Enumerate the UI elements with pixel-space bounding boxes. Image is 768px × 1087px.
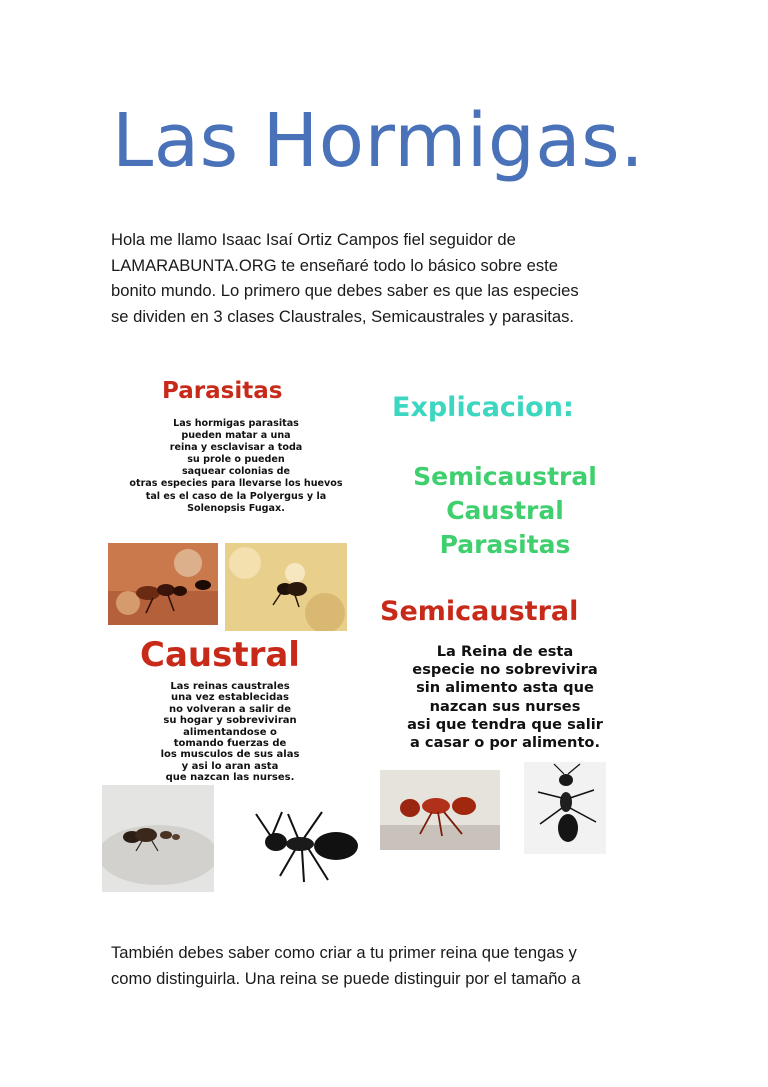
intro-line: LAMARABUNTA.ORG te enseñaré todo lo básico sobre este xyxy=(111,255,559,275)
ant-types-infographic xyxy=(100,370,640,900)
parasitas-line: saquear colonias de xyxy=(181,466,291,478)
semicaustral-line: nazcan sus nurses xyxy=(429,697,581,715)
closing-paragraph xyxy=(111,940,656,991)
explicacion-heading: Explicacion: xyxy=(392,392,574,423)
caustral-line: y asi lo aran asta xyxy=(181,760,279,772)
caustral-line: una vez establecidas xyxy=(171,692,289,704)
explicacion-list xyxy=(385,460,625,562)
ant-queen-sand-photo xyxy=(225,543,347,631)
page-title: Las Hormigas. xyxy=(112,98,645,184)
caustral-line: Las reinas caustrales xyxy=(170,681,290,692)
intro-paragraph xyxy=(111,227,656,329)
semicaustral-heading: Semicaustral xyxy=(380,596,579,627)
caustral-line: su hogar y sobreviviran xyxy=(163,715,297,727)
explicacion-item: Semicaustral xyxy=(413,462,597,491)
semicaustral-line: La Reina de esta xyxy=(436,643,574,660)
explicacion-item: Parasitas xyxy=(439,530,571,559)
caustral-description xyxy=(120,681,340,784)
semicaustral-line: especie no sobrevivira xyxy=(412,661,598,679)
ant-raid-photo xyxy=(108,543,218,625)
semicaustral-line: sin alimento asta que xyxy=(416,679,594,697)
closing-line: También debes saber como criar a tu primer reina que tengas y xyxy=(111,943,577,962)
semicaustral-description xyxy=(370,643,640,752)
ant-queen-workers-photo xyxy=(102,785,214,892)
semicaustral-line: a casar o por alimento. xyxy=(410,734,600,752)
parasitas-line: tal es el caso de la Polyergus y la xyxy=(145,490,327,502)
intro-line: se dividen en 3 clases Claustrales, Semicaustrales y parasitas. xyxy=(111,306,574,326)
caustral-line: no volveran a salir de xyxy=(168,703,291,715)
winged-ant-photo xyxy=(524,762,606,854)
caustral-heading: Caustral xyxy=(140,635,300,675)
intro-line: bonito mundo. Lo primero que debes saber es que las especies xyxy=(111,281,579,300)
explicacion-item: Caustral xyxy=(446,496,564,525)
parasitas-line: pueden matar a una xyxy=(181,430,291,442)
caustral-line: que nazcan las nurses. xyxy=(165,772,295,784)
caustral-line: tomando fuerzas de xyxy=(173,738,287,750)
black-ant-photo xyxy=(240,790,368,895)
closing-line: como distinguirla. Una reina se puede distinguir por el tamaño a xyxy=(111,968,581,988)
caustral-line: alimentandose o xyxy=(183,726,277,738)
parasitas-line: Solenopsis Fugax. xyxy=(187,502,285,514)
parasitas-line: su prole o pueden xyxy=(187,454,285,466)
intro-line: Hola me llamo Isaac Isaí Ortiz Campos fiel seguidor de xyxy=(111,230,516,249)
red-ant-photo xyxy=(380,770,500,850)
caustral-line: los musculos de sus alas xyxy=(160,749,300,761)
parasitas-line: otras especies para llevarse los huevos xyxy=(129,478,343,490)
parasitas-description xyxy=(100,418,372,515)
parasitas-line: reina y esclavisar a toda xyxy=(169,442,303,454)
parasitas-line: Las hormigas parasitas xyxy=(173,418,299,429)
parasitas-heading: Parasitas xyxy=(162,378,283,404)
semicaustral-line: asi que tendra que salir xyxy=(407,715,603,733)
